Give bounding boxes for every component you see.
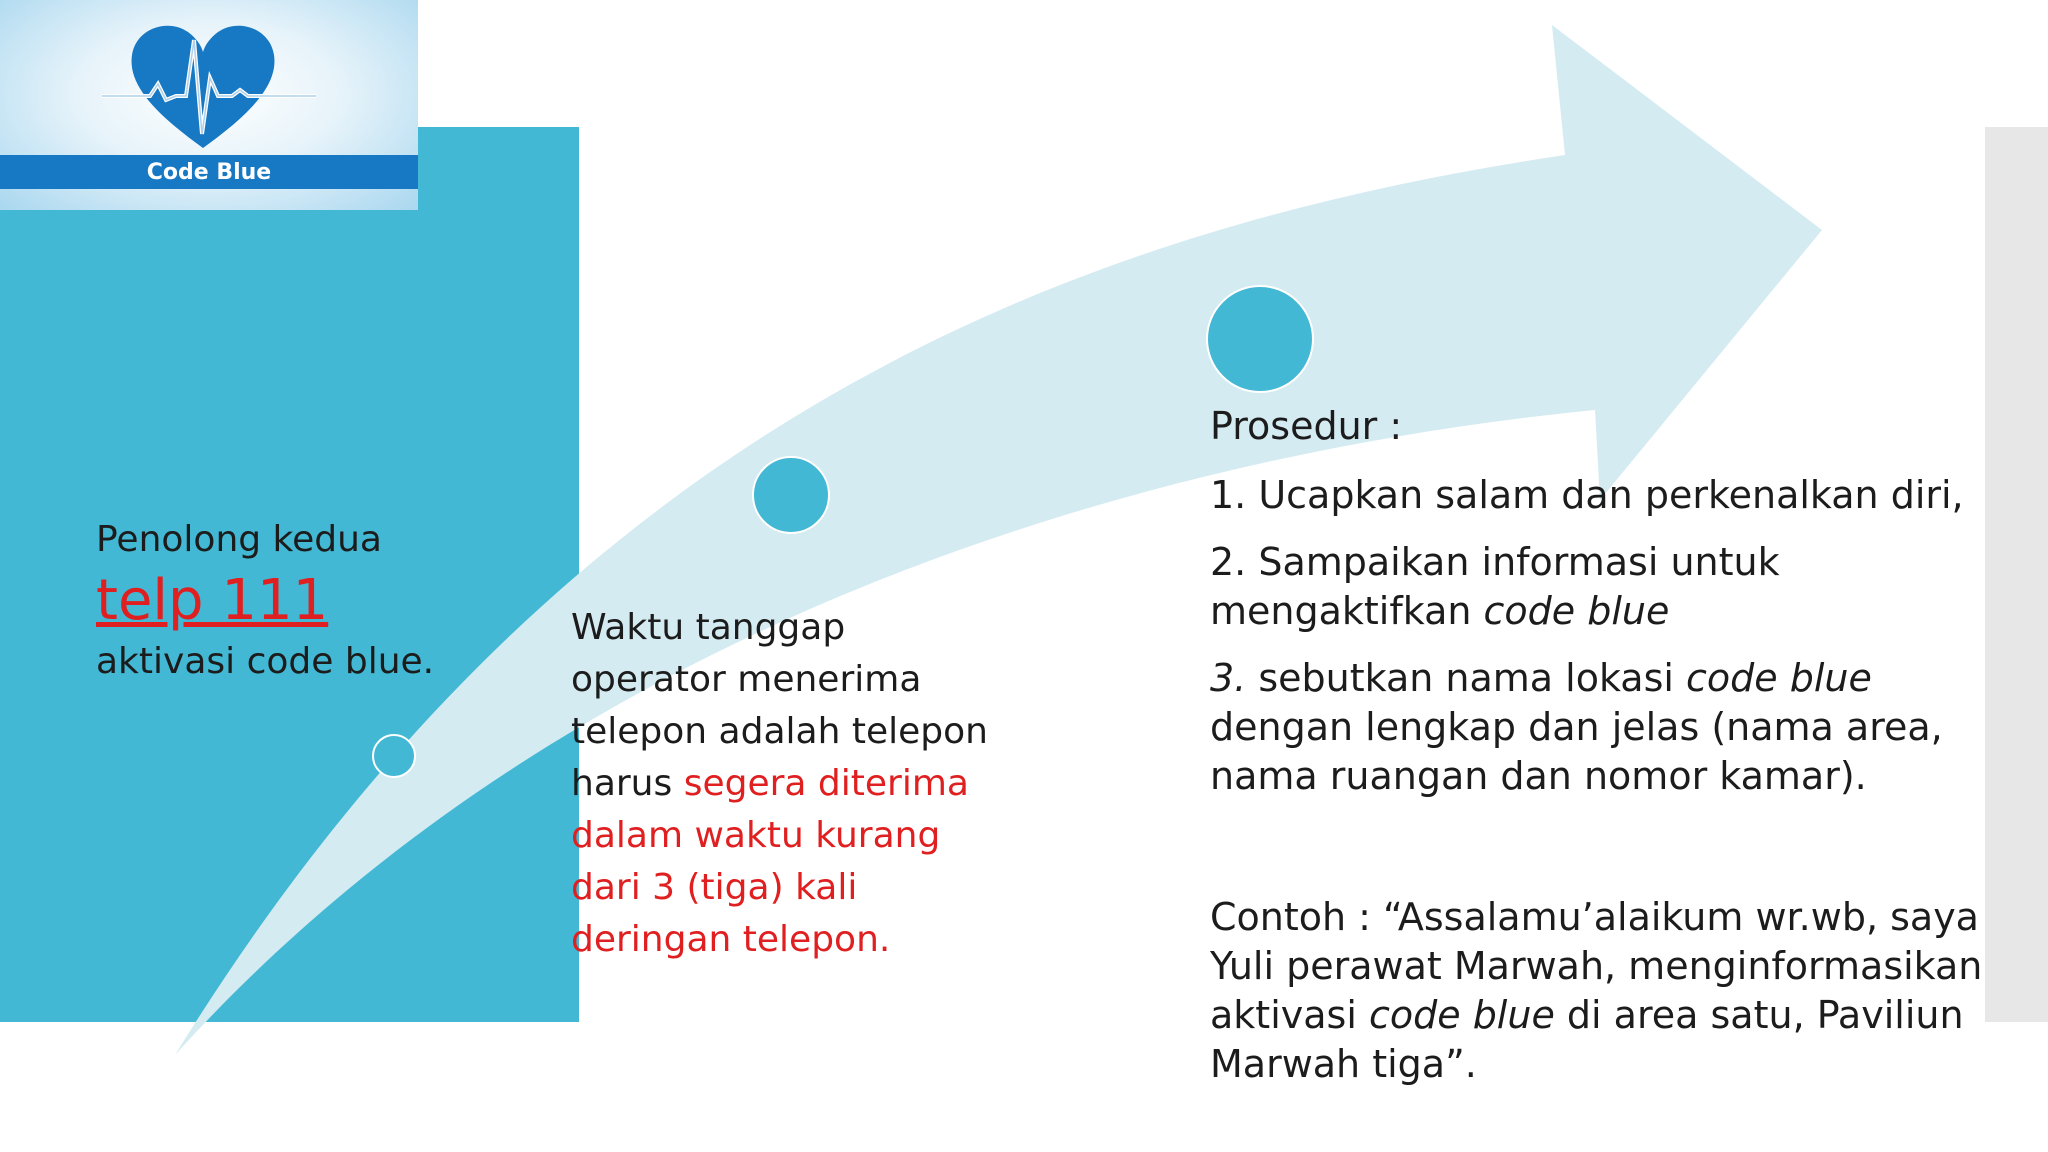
procedure-step-1: 1. Ucapkan salam dan perkenalkan diri,: [1210, 473, 1964, 517]
example-text: [1210, 893, 2000, 1089]
step-2-italic: code blue: [1483, 589, 1670, 633]
logo-label: Code Blue: [146, 159, 272, 185]
logo-label-band: [0, 155, 418, 189]
middle-text-block: [571, 602, 991, 966]
procedure-step-2: [1210, 538, 2000, 636]
example-italic: code blue: [1368, 993, 1555, 1037]
procedure-title: Prosedur :: [1210, 404, 1403, 448]
left-title: Penolong kedua: [96, 519, 382, 560]
left-description: aktivasi code blue.: [96, 641, 435, 682]
step-3-italic: code blue: [1686, 656, 1872, 700]
timeline-dot-1: [372, 734, 416, 778]
middle-highlight-text: segera diterima dalam waktu kurang dari 3 (tiga) kali deringan telepon.: [571, 763, 969, 960]
step-3-text-c: dengan lengkap dan jelas (nama area, nama ruangan dan nomor kamar).: [1210, 705, 1943, 798]
example-text-c: di area satu, Paviliun Marwah tiga”.: [1210, 993, 1964, 1086]
left-text-block: [96, 514, 436, 688]
example-text-a: Contoh : “Assalamu’alaikum wr.wb, saya Yuli perawat Marwah, menginformasikan aktivasi: [1210, 895, 1983, 1037]
middle-text: Waktu tanggap operator menerima telepon adalah telepon harus: [571, 607, 988, 804]
phone-number-link: telp 111: [96, 568, 329, 633]
timeline-dot-3: [1206, 285, 1314, 393]
procedure-step-3: [1210, 654, 2000, 801]
step-2-text: 2. Sampaikan informasi untuk mengaktifkan: [1210, 540, 1780, 633]
step-3-number: 3.: [1210, 656, 1247, 700]
right-text-block: [1210, 402, 2000, 1089]
timeline-dot-2: [752, 456, 830, 534]
step-3-text-a: sebutkan nama lokasi: [1246, 656, 1687, 700]
code-blue-logo: [0, 0, 418, 210]
